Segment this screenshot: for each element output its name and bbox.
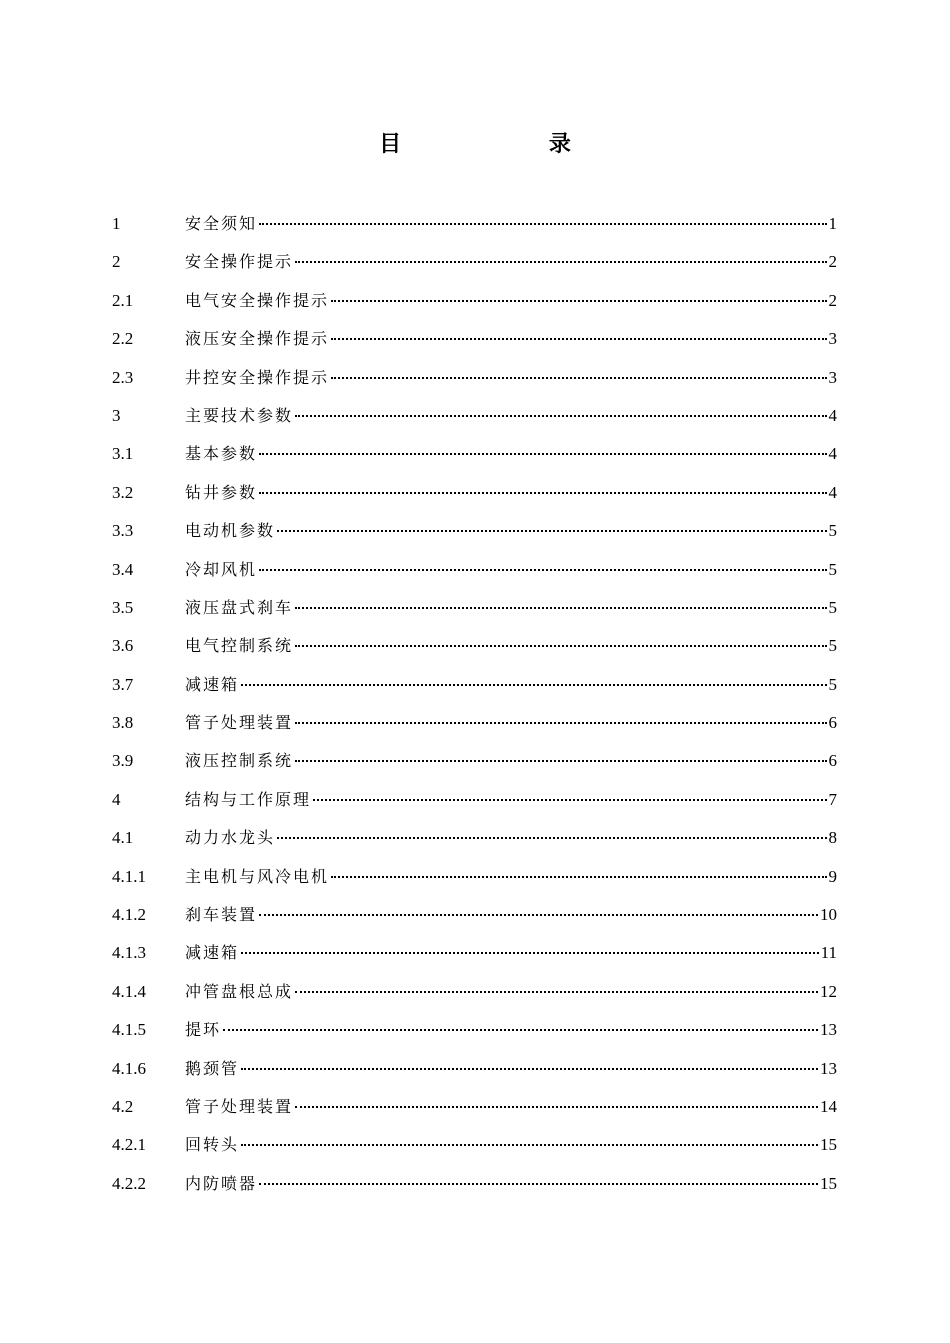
- toc-entry-page: 13: [820, 1020, 837, 1040]
- toc-entry-page: 8: [828, 828, 837, 848]
- toc-entry-page: 11: [820, 943, 837, 963]
- toc-entry-title: 钻井参数: [185, 482, 258, 502]
- toc-entry[interactable]: [112, 670, 837, 708]
- toc-entry-page: 4: [828, 444, 837, 464]
- toc-dot-leader: [259, 492, 826, 494]
- toc-entry-title: 主电机与风冷电机: [185, 866, 330, 886]
- toc-dot-leader: [277, 530, 826, 532]
- toc-dot-leader: [259, 1183, 818, 1185]
- toc-entry-page: 14: [820, 1096, 837, 1116]
- toc-entry-page: 9: [828, 866, 837, 886]
- toc-entry-title: 电动机参数: [185, 521, 276, 541]
- toc-dot-leader: [295, 607, 826, 609]
- toc-entry-number: 4.1.2: [112, 905, 146, 925]
- toc-dot-leader: [241, 952, 819, 954]
- toc-dot-leader: [259, 453, 826, 455]
- toc-entry-number: 3.1: [112, 444, 134, 464]
- toc-entry-number: 4.1: [112, 828, 134, 848]
- toc-entry-title: 提环: [185, 1020, 222, 1040]
- toc-dot-leader: [241, 1144, 818, 1146]
- toc-entry-number: 3.8: [112, 713, 134, 733]
- toc-entry-number: 3.3: [112, 521, 134, 541]
- toc-entry-number: 4.2: [112, 1096, 134, 1116]
- toc-entry-page: 5: [828, 636, 837, 656]
- toc-entry-page: 2: [828, 252, 837, 272]
- toc-entry-number: 3.4: [112, 559, 134, 579]
- toc-list: [112, 209, 837, 1207]
- toc-entry[interactable]: [112, 555, 837, 593]
- toc-entry[interactable]: [112, 1015, 837, 1053]
- toc-dot-leader: [259, 914, 818, 916]
- toc-entry-page: 5: [828, 674, 837, 694]
- toc-dot-leader: [295, 261, 826, 263]
- toc-entry-title: 电气控制系统: [185, 636, 294, 656]
- toc-entry[interactable]: [112, 363, 837, 401]
- toc-entry-number: 3.7: [112, 674, 134, 694]
- toc-entry-title: 动力水龙头: [185, 828, 276, 848]
- toc-entry-title: 减速箱: [185, 943, 240, 963]
- toc-dot-leader: [295, 722, 826, 724]
- toc-entry-title: 液压安全操作提示: [185, 329, 330, 349]
- toc-entry-number: 3: [112, 405, 121, 425]
- toc-dot-leader: [259, 569, 826, 571]
- toc-entry[interactable]: [112, 746, 837, 784]
- toc-entry-number: 2.1: [112, 290, 134, 310]
- toc-entry-page: 4: [828, 482, 837, 502]
- toc-entry-page: 3: [828, 367, 837, 387]
- toc-entry[interactable]: [112, 900, 837, 938]
- toc-entry[interactable]: [112, 862, 837, 900]
- toc-entry-title: 冲管盘根总成: [185, 981, 294, 1001]
- toc-entry-title: 液压盘式刹车: [185, 597, 294, 617]
- toc-entry-title: 刹车装置: [185, 905, 258, 925]
- toc-entry-number: 4: [112, 789, 121, 809]
- toc-entry[interactable]: [112, 247, 837, 285]
- toc-entry-number: 3.6: [112, 636, 134, 656]
- toc-entry[interactable]: [112, 1169, 837, 1207]
- toc-entry-title: 内防喷器: [185, 1173, 258, 1193]
- toc-entry[interactable]: [112, 1054, 837, 1092]
- toc-dot-leader: [259, 223, 826, 225]
- toc-entry-title: 减速箱: [185, 674, 240, 694]
- toc-entry[interactable]: [112, 439, 837, 477]
- toc-entry-number: 2.2: [112, 329, 134, 349]
- toc-entry-number: 4.1.4: [112, 981, 146, 1001]
- toc-entry[interactable]: [112, 785, 837, 823]
- toc-entry-page: 1: [828, 214, 837, 233]
- toc-entry-page: 5: [828, 559, 837, 579]
- toc-entry[interactable]: [112, 938, 837, 976]
- toc-entry[interactable]: [112, 286, 837, 324]
- toc-entry-page: 10: [820, 905, 837, 925]
- toc-entry-page: 3: [828, 329, 837, 349]
- toc-entry-title: 主要技术参数: [185, 405, 294, 425]
- toc-entry[interactable]: [112, 478, 837, 516]
- toc-entry-number: 2.3: [112, 367, 134, 387]
- toc-entry-title: 管子处理装置: [185, 1096, 294, 1116]
- toc-entry-page: 15: [820, 1135, 837, 1155]
- toc-dot-leader: [295, 415, 826, 417]
- toc-entry[interactable]: [112, 324, 837, 362]
- toc-dot-leader: [295, 645, 826, 647]
- toc-entry-page: 5: [828, 521, 837, 541]
- toc-entry[interactable]: [112, 977, 837, 1015]
- toc-entry[interactable]: [112, 209, 837, 247]
- toc-entry[interactable]: [112, 593, 837, 631]
- toc-entry[interactable]: [112, 823, 837, 861]
- toc-entry-page: 2: [828, 290, 837, 310]
- toc-entry[interactable]: [112, 631, 837, 669]
- toc-entry-page: 4: [828, 405, 837, 425]
- toc-entry[interactable]: [112, 1130, 837, 1168]
- toc-entry-title: 管子处理装置: [185, 713, 294, 733]
- toc-entry-page: 6: [828, 751, 837, 771]
- toc-title: 目 录: [379, 131, 641, 157]
- toc-entry-title: 井控安全操作提示: [185, 367, 330, 387]
- toc-dot-leader: [313, 799, 826, 801]
- toc-entry-number: 4.1.1: [112, 866, 146, 886]
- toc-entry-number: 4.1.5: [112, 1020, 146, 1040]
- toc-entry-number: 1: [112, 214, 121, 233]
- toc-entry-number: 4.2.1: [112, 1135, 146, 1155]
- toc-entry-title: 基本参数: [185, 444, 258, 464]
- toc-entry-page: 6: [828, 713, 837, 733]
- toc-entry[interactable]: [112, 516, 837, 554]
- toc-dot-leader: [331, 338, 826, 340]
- toc-dot-leader: [295, 1106, 818, 1108]
- toc-entry-title: 安全操作提示: [185, 252, 294, 272]
- toc-entry-page: 5: [828, 597, 837, 617]
- toc-entry-title: 电气安全操作提示: [185, 290, 330, 310]
- toc-entry-number: 3.5: [112, 597, 134, 617]
- toc-entry[interactable]: [112, 1092, 837, 1130]
- toc-entry[interactable]: [112, 708, 837, 746]
- toc-dot-leader: [331, 876, 826, 878]
- toc-dot-leader: [277, 837, 826, 839]
- toc-dot-leader: [223, 1029, 818, 1031]
- toc-entry-number: 4.1.3: [112, 943, 146, 963]
- toc-dot-leader: [295, 991, 818, 993]
- toc-dot-leader: [331, 377, 826, 379]
- toc-entry-number: 4.1.6: [112, 1058, 146, 1078]
- toc-entry-title: 安全须知: [185, 214, 258, 233]
- toc-entry-page: 7: [828, 789, 837, 809]
- toc-entry-page: 12: [820, 981, 837, 1001]
- toc-entry-number: 3.9: [112, 751, 134, 771]
- toc-dot-leader: [241, 1068, 818, 1070]
- toc-entry[interactable]: [112, 401, 837, 439]
- toc-entry-title: 鹅颈管: [185, 1058, 240, 1078]
- toc-entry-title: 液压控制系统: [185, 751, 294, 771]
- toc-dot-leader: [241, 684, 826, 686]
- toc-entry-number: 2: [112, 252, 121, 272]
- toc-entry-title: 结构与工作原理: [185, 789, 312, 809]
- toc-entry-page: 15: [820, 1173, 837, 1193]
- toc-entry-title: 冷却风机: [185, 559, 258, 579]
- toc-entry-number: 3.2: [112, 482, 134, 502]
- toc-entry-title: 回转头: [185, 1135, 240, 1155]
- toc-entry-page: 13: [820, 1058, 837, 1078]
- toc-dot-leader: [295, 760, 826, 762]
- toc-entry-number: 4.2.2: [112, 1173, 146, 1193]
- toc-dot-leader: [331, 300, 826, 302]
